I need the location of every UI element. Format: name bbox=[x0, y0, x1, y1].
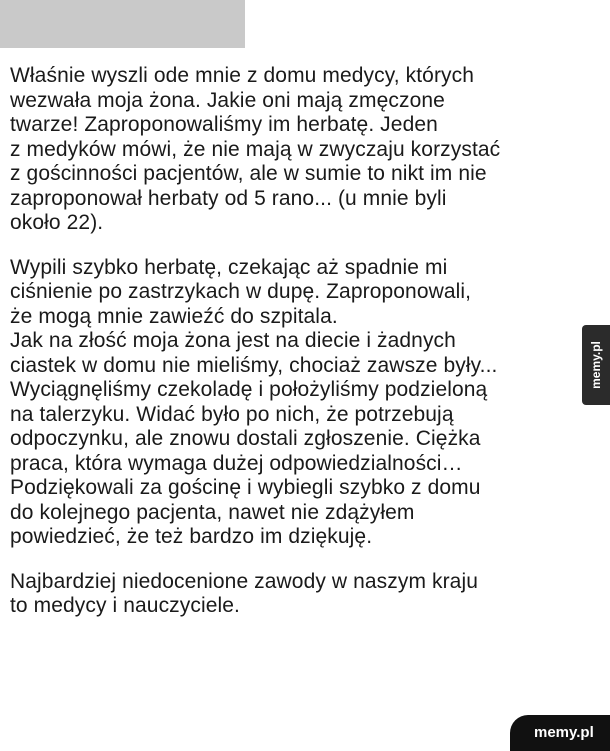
post-body bbox=[10, 64, 580, 639]
text-line: na talerzyku. Widać było po nich, że potrzebują bbox=[10, 402, 454, 426]
paragraph-3 bbox=[10, 570, 580, 619]
text-line: ciśnienie po zastrzykach w dupę. Zaproponowali, bbox=[10, 280, 472, 303]
text-line: Wypili szybko herbatę, czekając aż spadnie mi bbox=[10, 255, 448, 279]
side-watermark-label: memy.pl bbox=[589, 341, 603, 389]
text-line: z medyków mówi, że nie mają w zwyczaju korzystać bbox=[10, 137, 501, 161]
text-line: Jak na złość moja żona jest na diecie i żadnych bbox=[10, 329, 456, 352]
text-line: odpoczynku, ale znowu dostali zgłoszenie. Ciężka bbox=[10, 427, 481, 450]
text-line: ciastek w domu nie mieliśmy, chociaż zawsze były... bbox=[10, 353, 498, 377]
text-line: Podziękowali za gościnę i wybiegli szybko z domu bbox=[10, 476, 481, 499]
corner-watermark-badge bbox=[510, 715, 610, 751]
text-line: wezwała moja żona. Jakie oni mają zmęczone bbox=[10, 88, 445, 112]
text-line: zaproponował herbaty od 5 rano... (u mnie byli bbox=[10, 186, 447, 210]
text-line: twarze! Zaproponowaliśmy im herbatę. Jeden bbox=[10, 113, 438, 136]
side-watermark-badge bbox=[582, 325, 610, 405]
paragraph-1 bbox=[10, 64, 580, 236]
text-line: Właśnie wyszli ode mnie z domu medycy, których bbox=[10, 64, 475, 87]
text-line: około 22). bbox=[10, 211, 104, 234]
text-line: to medycy i nauczyciele. bbox=[10, 594, 240, 617]
text-line: Najbardziej niedocenione zawody w naszym kraju bbox=[10, 569, 479, 593]
paragraph-2 bbox=[10, 256, 580, 550]
redacted-header-block bbox=[0, 0, 245, 48]
text-line: praca, która wymaga dużej odpowiedzialności… bbox=[10, 451, 463, 475]
text-line: że mogą mnie zawieźć do szpitala. bbox=[10, 304, 338, 328]
text-line: z gościnności pacjentów, ale w sumie to nikt im nie bbox=[10, 162, 487, 185]
corner-watermark-label: memy.pl bbox=[534, 724, 594, 741]
text-line: Wyciągnęliśmy czekoladę i położyliśmy podzieloną bbox=[10, 378, 488, 401]
text-line: powiedzieć, że też bardzo im dziękuję. bbox=[10, 525, 373, 548]
text-line: do kolejnego pacjenta, nawet nie zdążyłem bbox=[10, 500, 415, 524]
